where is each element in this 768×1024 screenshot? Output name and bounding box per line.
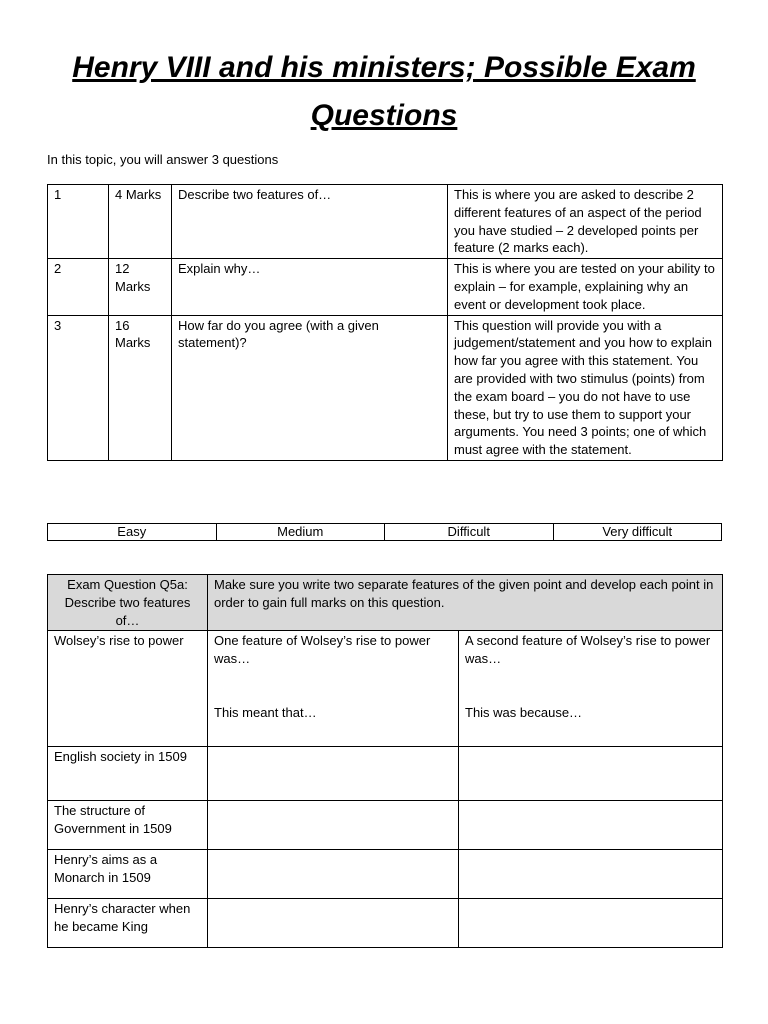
intro-text: In this topic, you will answer 3 questions — [47, 152, 279, 167]
question-type: How far do you agree (with a given statement)? — [172, 315, 448, 460]
question-description: This is where you are tested on your ability to explain – for example, explaining why an event or development took place. — [448, 259, 723, 315]
q5a-header-instruction: Make sure you write two separate features of the given point and develop each point in order to gain full marks on this question. — [208, 575, 723, 631]
question-description: This question will provide you with a judgement/statement and you how to explain how far you agree with this statement. You are provided with two stimulus (points) from the exam board – you do not have to use these, but try to use them to support your arguments. You need 3 points; one of which must agree with the statement. — [448, 315, 723, 460]
difficulty-medium: Medium — [216, 524, 385, 541]
difficulty-difficult: Difficult — [385, 524, 554, 541]
question-marks: 4 Marks — [109, 185, 172, 259]
q5a-header-row — [48, 575, 723, 631]
q5a-answer-cell[interactable] — [459, 850, 723, 899]
question-number: 2 — [48, 259, 109, 315]
question-marks: 16 Marks — [109, 315, 172, 460]
q5a-header-label: Exam Question Q5a: Describe two features of… — [48, 575, 208, 631]
question-row — [48, 315, 723, 460]
q5a-topic: Henry’s character when he became King — [48, 899, 208, 948]
q5a-row — [48, 899, 723, 948]
q5a-topic: Henry’s aims as a Monarch in 1509 — [48, 850, 208, 899]
q5a-answer-cell[interactable] — [208, 747, 459, 801]
q5a-table — [47, 574, 723, 948]
question-type: Describe two features of… — [172, 185, 448, 259]
question-number: 3 — [48, 315, 109, 460]
difficulty-easy: Easy — [48, 524, 217, 541]
q5a-answer-cell[interactable] — [459, 899, 723, 948]
q5a-row — [48, 850, 723, 899]
q5a-answer-cell[interactable] — [208, 801, 459, 850]
q5a-answer-cell[interactable] — [459, 801, 723, 850]
question-row — [48, 185, 723, 259]
q5a-topic: English society in 1509 — [48, 747, 208, 801]
question-marks: 12 Marks — [109, 259, 172, 315]
q5a-row — [48, 801, 723, 850]
q5a-row — [48, 631, 723, 747]
question-number: 1 — [48, 185, 109, 259]
q5a-first-feature-cell[interactable] — [208, 631, 459, 747]
q5a-answer-cell[interactable] — [459, 747, 723, 801]
q5a-topic: The structure of Government in 1509 — [48, 801, 208, 850]
second-feature-follow: This was because… — [465, 704, 583, 720]
first-feature-follow: This meant that… — [214, 704, 317, 720]
q5a-topic: Wolsey’s rise to power — [48, 631, 208, 747]
question-type: Explain why… — [172, 259, 448, 315]
q5a-answer-cell[interactable] — [208, 850, 459, 899]
questions-table — [47, 184, 723, 461]
q5a-row — [48, 747, 723, 801]
page-title: Henry VIII and his ministers; Possible Exam Questions — [72, 51, 696, 132]
question-row — [48, 259, 723, 315]
difficulty-very-difficult: Very difficult — [553, 524, 722, 541]
q5a-answer-cell[interactable] — [208, 899, 459, 948]
first-feature-prompt: One feature of Wolsey’s rise to power was… — [214, 633, 431, 667]
question-description: This is where you are asked to describe 2 different features of an aspect of the period you have studied – 2 developed points per feature (2 marks each). — [448, 185, 723, 259]
q5a-second-feature-cell[interactable] — [459, 631, 723, 747]
difficulty-scale — [47, 523, 722, 541]
second-feature-prompt: A second feature of Wolsey’s rise to power was… — [465, 633, 711, 667]
